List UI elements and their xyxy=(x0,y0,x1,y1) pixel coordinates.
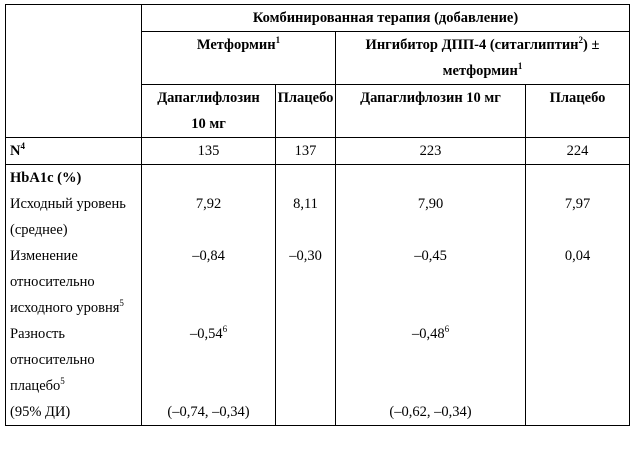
table-cell: 135 xyxy=(142,138,276,165)
dpp4-group-header xyxy=(336,32,630,85)
col-header-text: Дапаглифлозин 10 мг xyxy=(360,90,501,106)
footnote-marker: 5 xyxy=(60,376,65,387)
header-empty-cell xyxy=(6,5,142,32)
table-cell xyxy=(336,165,526,192)
col-header-dapa-dpp4 xyxy=(336,85,526,138)
table-cell xyxy=(276,321,336,399)
table-cell: 7,92 xyxy=(142,191,276,243)
header-empty-cell xyxy=(6,85,142,138)
table-cell: 224 xyxy=(526,138,630,165)
col-header-text: 10 мг xyxy=(191,116,226,132)
row-label: Разность относительно плацебо$^5$ xyxy=(6,321,142,399)
footnote-marker: 6 xyxy=(222,324,228,335)
footnote-marker: 4 xyxy=(20,141,25,152)
table-cell xyxy=(526,399,630,426)
header-row-1 xyxy=(6,5,630,32)
header-empty-cell xyxy=(6,32,142,85)
col-header-placebo-dpp4 xyxy=(526,85,630,138)
table-cell: –0,30 xyxy=(276,243,336,321)
footnote-marker: 1 xyxy=(275,35,281,46)
header-row-2 xyxy=(6,32,630,85)
table-cell: 137 xyxy=(276,138,336,165)
dpp4-label-end: ) ± метформин xyxy=(442,37,600,79)
footnote-marker: 1 xyxy=(517,61,523,72)
footnote-marker: 2 xyxy=(578,35,584,46)
table-cell: –0,48$^6$ xyxy=(336,321,526,399)
table-row-n xyxy=(6,138,630,165)
metformin-group-header xyxy=(142,32,336,85)
row-label: Изменение относительно исходного уровня$^5$ xyxy=(6,243,142,321)
col-header-dapa-met xyxy=(142,85,276,138)
table-cell: 223 xyxy=(336,138,526,165)
dpp4-label-start: Ингибитор ДПП-4 (ситаглиптин xyxy=(365,37,579,53)
results-table xyxy=(5,4,630,426)
table-row-change xyxy=(6,243,630,321)
col-header-text: Плацебо xyxy=(277,90,334,106)
table-cell: –0,45 xyxy=(336,243,526,321)
table-cell xyxy=(142,165,276,192)
col-header-text: Плацебо xyxy=(549,90,606,106)
table-row-diff xyxy=(6,321,630,399)
table-cell: 0,04 xyxy=(526,243,630,321)
table-cell: 8,11 xyxy=(276,191,336,243)
table-cell: 7,90 xyxy=(336,191,526,243)
table-cell: 7,97 xyxy=(526,191,630,243)
col-header-text: Дапаглифлозин xyxy=(157,90,260,106)
table-cell xyxy=(276,165,336,192)
table-cell: –0,54$^6$ xyxy=(142,321,276,399)
table-cell: (–0,62, –0,34) xyxy=(336,399,526,426)
table-row-baseline xyxy=(6,191,630,243)
row-label: HbA1c (%) xyxy=(6,165,142,192)
table-cell xyxy=(276,399,336,426)
combo-therapy-label: Комбинированная терапия (добавление) xyxy=(252,10,519,26)
row-label: (95% ДИ) xyxy=(6,399,142,426)
table-row-ci xyxy=(6,399,630,426)
footnote-marker: 5 xyxy=(119,298,124,309)
table-cell xyxy=(526,165,630,192)
table-cell: –0,84 xyxy=(142,243,276,321)
row-label: Исходный уровень (среднее) xyxy=(6,191,142,243)
table-cell xyxy=(526,321,630,399)
metformin-label: Метформин xyxy=(196,37,276,53)
col-header-placebo-met xyxy=(276,85,336,138)
row-label: $N^4$ xyxy=(6,138,142,165)
footnote-marker: 6 xyxy=(444,324,450,335)
combo-therapy-header xyxy=(142,5,630,32)
header-row-3 xyxy=(6,85,630,138)
table-row-hba1c xyxy=(6,165,630,192)
table-cell: (–0,74, –0,34) xyxy=(142,399,276,426)
